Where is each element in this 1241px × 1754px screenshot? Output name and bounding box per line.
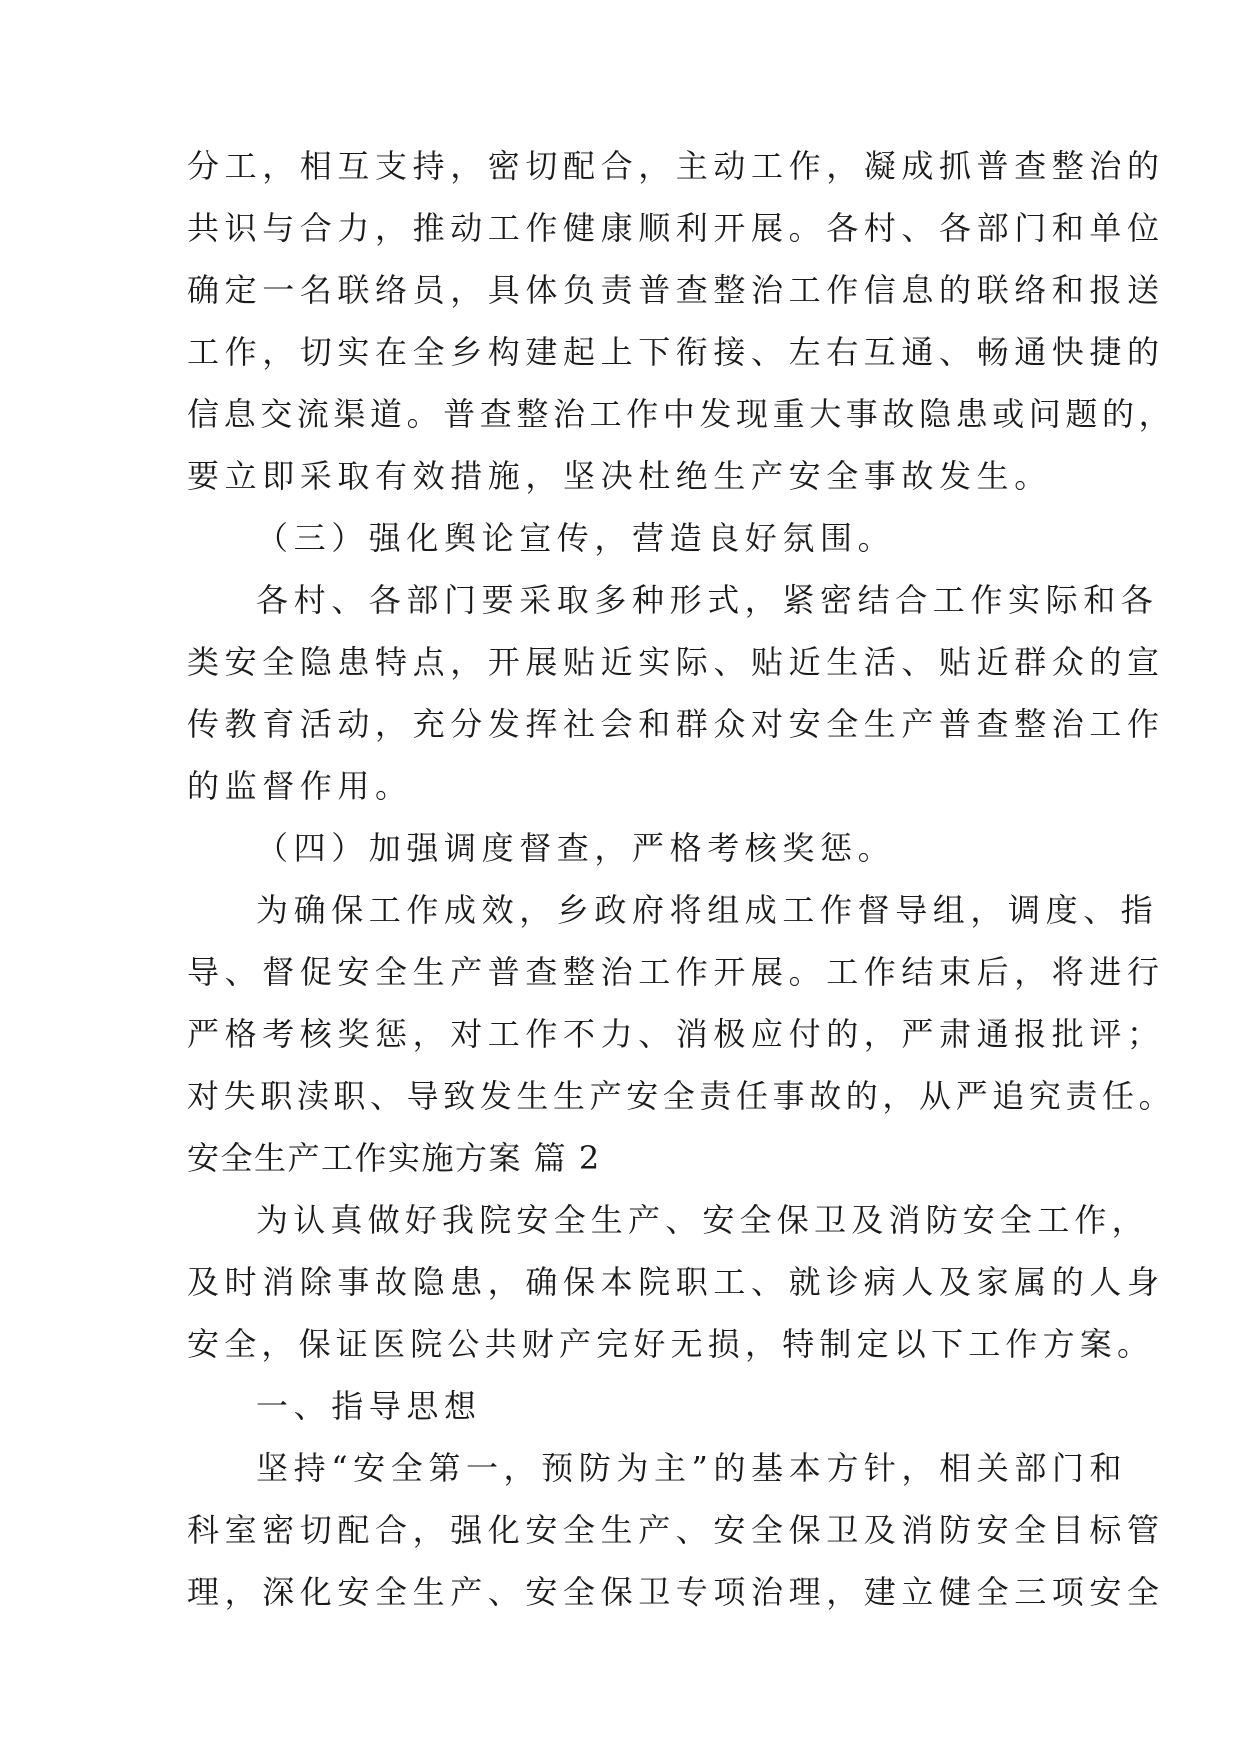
- text-line: 确定一名联络员，具体负责普查整治工作信息的联络和报送: [187, 271, 1165, 309]
- text-line: 对失职渎职、导致发生生产安全责任事故的，从严追究责任。: [187, 1077, 1176, 1115]
- section-heading: 一、指导思想: [256, 1387, 482, 1425]
- text-line: 信息交流渠道。普查整治工作中发现重大事故隐患或问题的，: [187, 395, 1176, 433]
- paragraph-first-line: 为确保工作成效，乡政府将组成工作督导组，调度、指: [256, 891, 1159, 929]
- paragraph-first-line: 为认真做好我院安全生产、安全保卫及消防安全工作，: [256, 1201, 1149, 1239]
- section-heading: （四）加强调度督查，严格考核奖惩。: [256, 829, 896, 867]
- document-title: 安全生产工作实施方案 篇 2: [187, 1139, 601, 1177]
- text-line: 科室密切配合，强化安全生产、安全保卫及消防安全目标管: [187, 1511, 1165, 1549]
- text-line: 类安全隐患特点，开展贴近实际、贴近生活、贴近群众的宣: [187, 643, 1165, 681]
- text-line: 共识与合力，推动工作健康顺利开展。各村、各部门和单位: [187, 209, 1165, 247]
- text-line: 传教育活动，充分发挥社会和群众对安全生产普查整治工作: [187, 705, 1165, 743]
- text-line: 及时消除事故隐患，确保本院职工、就诊病人及家属的人身: [187, 1263, 1165, 1301]
- text-line: 要立即采取有效措施，坚决杜绝生产安全事故发生。: [187, 457, 1052, 495]
- text-line: 严格考核奖惩，对工作不力、消极应付的，严肃通报批评；: [187, 1015, 1165, 1053]
- text-line: 分工，相互支持，密切配合，主动工作，凝成抓普查整治的: [187, 147, 1165, 185]
- text-line: 的监督作用。: [187, 767, 413, 805]
- text-line: 导、督促安全生产普查整治工作开展。工作结束后，将进行: [187, 953, 1165, 991]
- text-line: 工作，切实在全乡构建起上下衔接、左右互通、畅通快捷的: [187, 333, 1165, 371]
- paragraph-first-line: 坚持“安全第一，预防为主”的基本方针，相关部门和: [256, 1449, 1128, 1487]
- section-heading: （三）强化舆论宣传，营造良好氛围。: [256, 519, 896, 557]
- text-line: 理，深化安全生产、安全保卫专项治理，建立健全三项安全: [187, 1573, 1165, 1611]
- text-line: 安全，保证医院公共财产完好无损，特制定以下工作方案。: [187, 1325, 1155, 1363]
- paragraph-first-line: 各村、各部门要采取多种形式，紧密结合工作实际和各: [256, 581, 1159, 619]
